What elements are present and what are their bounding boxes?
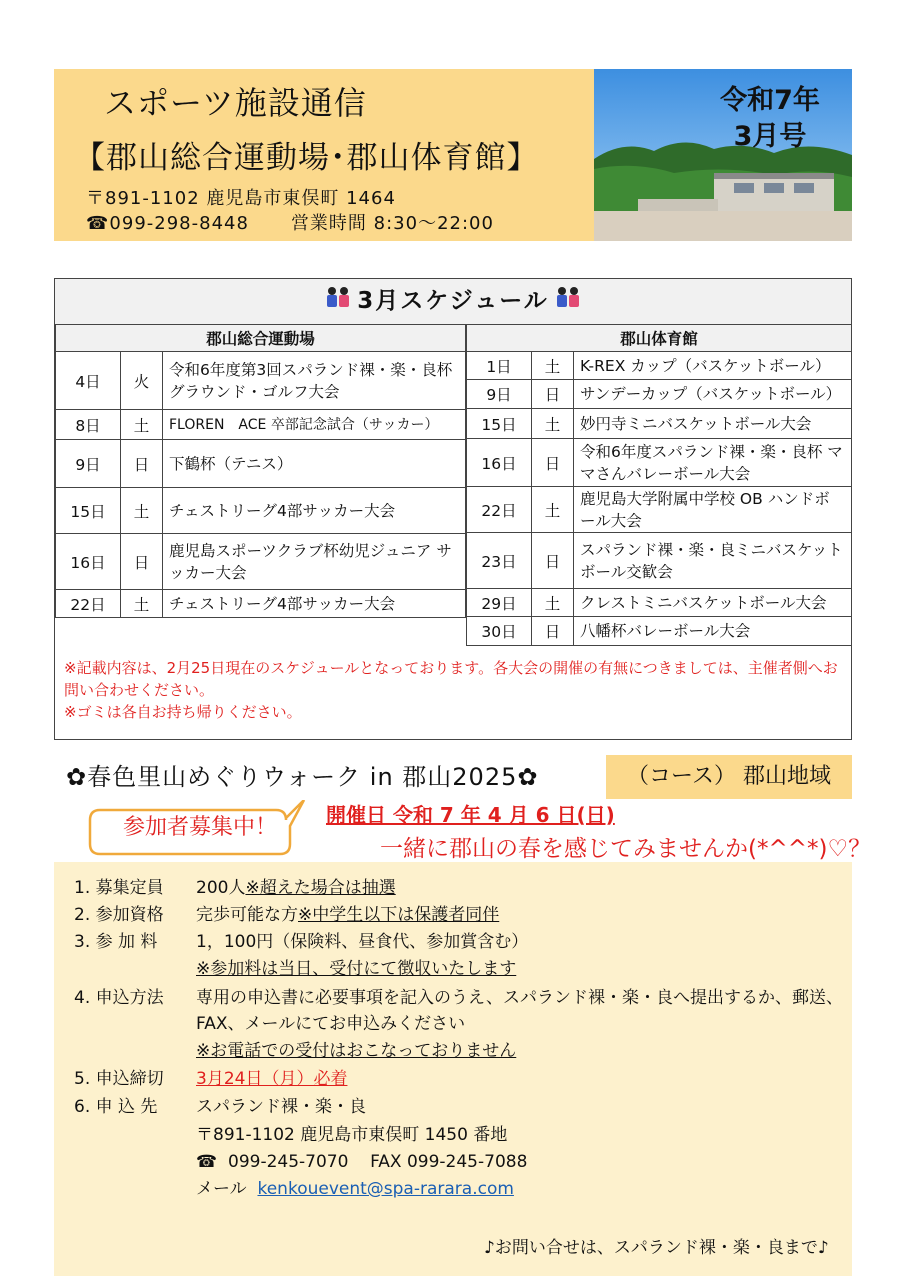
phone-icon: ☎	[86, 213, 110, 234]
facility-contact	[86, 209, 494, 235]
facility-phone: 099-298-8448	[109, 213, 249, 234]
row-day: 土	[532, 589, 574, 617]
row-day: 火	[121, 352, 163, 410]
row-day: 日	[121, 440, 163, 488]
issue-label	[700, 83, 840, 155]
apply-method: 専用の申込書に必要事項を記入のうえ、スパランド裸・楽・良へ提出するか、郵送、	[196, 988, 844, 1008]
flower-icon: ✿	[66, 763, 88, 791]
garbage-note: ※ゴミは各自お持ち帰りください。	[64, 703, 302, 721]
table-row	[56, 534, 466, 590]
row-date: 29日	[467, 589, 532, 617]
event-title: 春色里山めぐりウォーク in 郡山2025	[87, 763, 518, 791]
table-row	[467, 352, 852, 380]
row-event: 鹿児島大学附属中学校 OB ハンドボール大会	[574, 487, 852, 533]
row-date: 22日	[56, 590, 121, 618]
row-day: 日	[532, 617, 574, 646]
row-event: スパランド裸・楽・良ミニバスケット ボール交歓会	[574, 533, 852, 589]
schedule-notes	[64, 657, 844, 723]
row-date: 16日	[56, 534, 121, 590]
business-hours: 営業時間 8:30～22:00	[290, 213, 494, 234]
row-date: 22日	[467, 487, 532, 533]
item-label: 3. 参 加 料	[74, 932, 158, 952]
row-event: チェストリーグ4部サッカー大会	[163, 590, 466, 618]
course-label: （コース） 郡山地域	[606, 755, 852, 799]
schedule-title: 3月スケジュール	[357, 288, 549, 314]
recruiting-label: 参加者募集中！	[122, 815, 277, 840]
deadline: 3月24日（月）必着	[196, 1069, 348, 1089]
issue-month: 3月号	[733, 121, 807, 152]
row-date: 1日	[467, 352, 532, 380]
row-event: 妙円寺ミニバスケットボール大会	[574, 409, 852, 439]
item-label: 2. 参加資格	[74, 905, 164, 925]
row-date: 16日	[467, 439, 532, 487]
contact-phone: 099-245-7070	[228, 1152, 349, 1172]
issue-year: 令和7年	[720, 85, 820, 116]
capacity-note: ※超えた場合は抽選	[245, 878, 396, 898]
table-header-ground: 郡山総合運動場	[56, 325, 466, 352]
table-row	[56, 410, 466, 440]
table-row	[467, 439, 852, 487]
table-header-gym: 郡山体育館	[467, 325, 852, 352]
contact-name: スパランド裸・楽・良	[196, 1097, 366, 1117]
row-event: チェストリーグ4部サッカー大会	[163, 488, 466, 534]
row-event: 令和6年度第3回スパランド裸・楽・良杯 グラウンド・ゴルフ大会	[163, 352, 466, 410]
contact-phone-line	[196, 1151, 527, 1173]
row-event: 鹿児島スポーツクラブ杯幼児ジュニア サッカー大会	[163, 534, 466, 590]
row-day: 土	[121, 488, 163, 534]
hina-doll-icon	[325, 279, 351, 324]
fee-value: 1，100円（保険料、昼食代、参加賞含む）	[196, 932, 529, 952]
row-date: 30日	[467, 617, 532, 646]
row-date: 4日	[56, 352, 121, 410]
newsletter-title: スポーツ施設通信	[104, 84, 367, 122]
capacity-value: 200人	[196, 878, 246, 898]
row-date: 8日	[56, 410, 121, 440]
row-event: 下鶴杯（テニス）	[163, 440, 466, 488]
apply-note: ※お電話での受付はおこなっておりません	[196, 1041, 517, 1061]
item-label: 6. 申 込 先	[74, 1097, 158, 1117]
row-day: 日	[532, 380, 574, 409]
table-row	[56, 488, 466, 534]
row-event: クレストミニバスケットボール大会	[574, 589, 852, 617]
row-date: 23日	[467, 533, 532, 589]
row-event: K-REX カップ（バスケットボール）	[574, 352, 852, 380]
facility-address: 〒891-1102 鹿児島市東俣町 1464	[86, 188, 396, 209]
table-row	[467, 533, 852, 589]
row-day: 日	[532, 439, 574, 487]
item-eligibility	[196, 904, 499, 926]
row-day: 土	[532, 409, 574, 439]
schedule-table-ground	[55, 324, 466, 618]
row-day: 日	[121, 534, 163, 590]
table-row	[56, 440, 466, 488]
row-date: 9日	[56, 440, 121, 488]
item-label: 5. 申込締切	[74, 1069, 164, 1089]
contact-address: 〒891-1102 鹿児島市東俣町 1450 番地	[196, 1125, 508, 1145]
mail-label: メール	[196, 1179, 247, 1199]
invitation-text: 一緒に郡山の春を感じてみませんか(*^^*)♡？	[380, 836, 872, 862]
footer-note: ♪お問い合せは、スパランド裸・楽・良まで♪	[484, 1238, 829, 1258]
row-day: 土	[532, 352, 574, 380]
event-date: 開催日 令和 7 年 4 月 6 日(日)	[326, 803, 615, 827]
row-date: 15日	[467, 409, 532, 439]
row-day: 土	[121, 590, 163, 618]
facility-subtitle: 【郡山総合運動場･郡山体育館】	[74, 140, 539, 176]
table-row	[467, 380, 852, 409]
table-row	[56, 590, 466, 618]
table-row	[467, 409, 852, 439]
row-event: サンデーカップ（バスケットボール）	[574, 380, 852, 409]
row-event: 八幡杯バレーボール大会	[574, 617, 852, 646]
table-row	[467, 487, 852, 533]
eligibility-note: ※中学生以下は保護者同伴	[298, 905, 500, 925]
table-row	[467, 617, 852, 646]
row-event: FLOREN ACE 卒部記念試合（サッカー）	[163, 410, 466, 440]
item-label: 1. 募集定員	[74, 878, 164, 898]
phone-icon: ☎	[196, 1152, 218, 1172]
contact-mail-line	[196, 1178, 514, 1200]
row-event: 令和6年度スパランド裸・楽・良杯 ママさんバレーボール大会	[574, 439, 852, 487]
item-capacity	[196, 877, 396, 899]
schedule-note: ※記載内容は、2月25日現在のスケジュールとなっております。各大会の開催の有無につきましては、主催者側へお問い合わせください。	[64, 659, 838, 699]
row-date: 15日	[56, 488, 121, 534]
flower-icon: ✿	[517, 763, 539, 791]
event-title-line	[66, 757, 538, 792]
apply-method-2: FAX、メールにてお申込みください	[196, 1014, 466, 1034]
hina-doll-icon	[555, 279, 581, 324]
eligibility-value: 完歩可能な方	[196, 905, 298, 925]
table-row	[56, 352, 466, 410]
schedule-table-gym	[466, 324, 852, 646]
row-date: 9日	[467, 380, 532, 409]
row-day: 日	[532, 533, 574, 589]
mail-link[interactable]: kenkouevent@spa-rarara.com	[257, 1179, 514, 1199]
item-label: 4. 申込方法	[74, 988, 164, 1008]
contact-fax: FAX 099-245-7088	[370, 1152, 528, 1172]
row-day: 土	[532, 487, 574, 533]
fee-note: ※参加料は当日、受付にて徴収いたします	[196, 959, 517, 979]
table-row	[467, 589, 852, 617]
schedule-title-bar	[55, 279, 851, 325]
row-day: 土	[121, 410, 163, 440]
